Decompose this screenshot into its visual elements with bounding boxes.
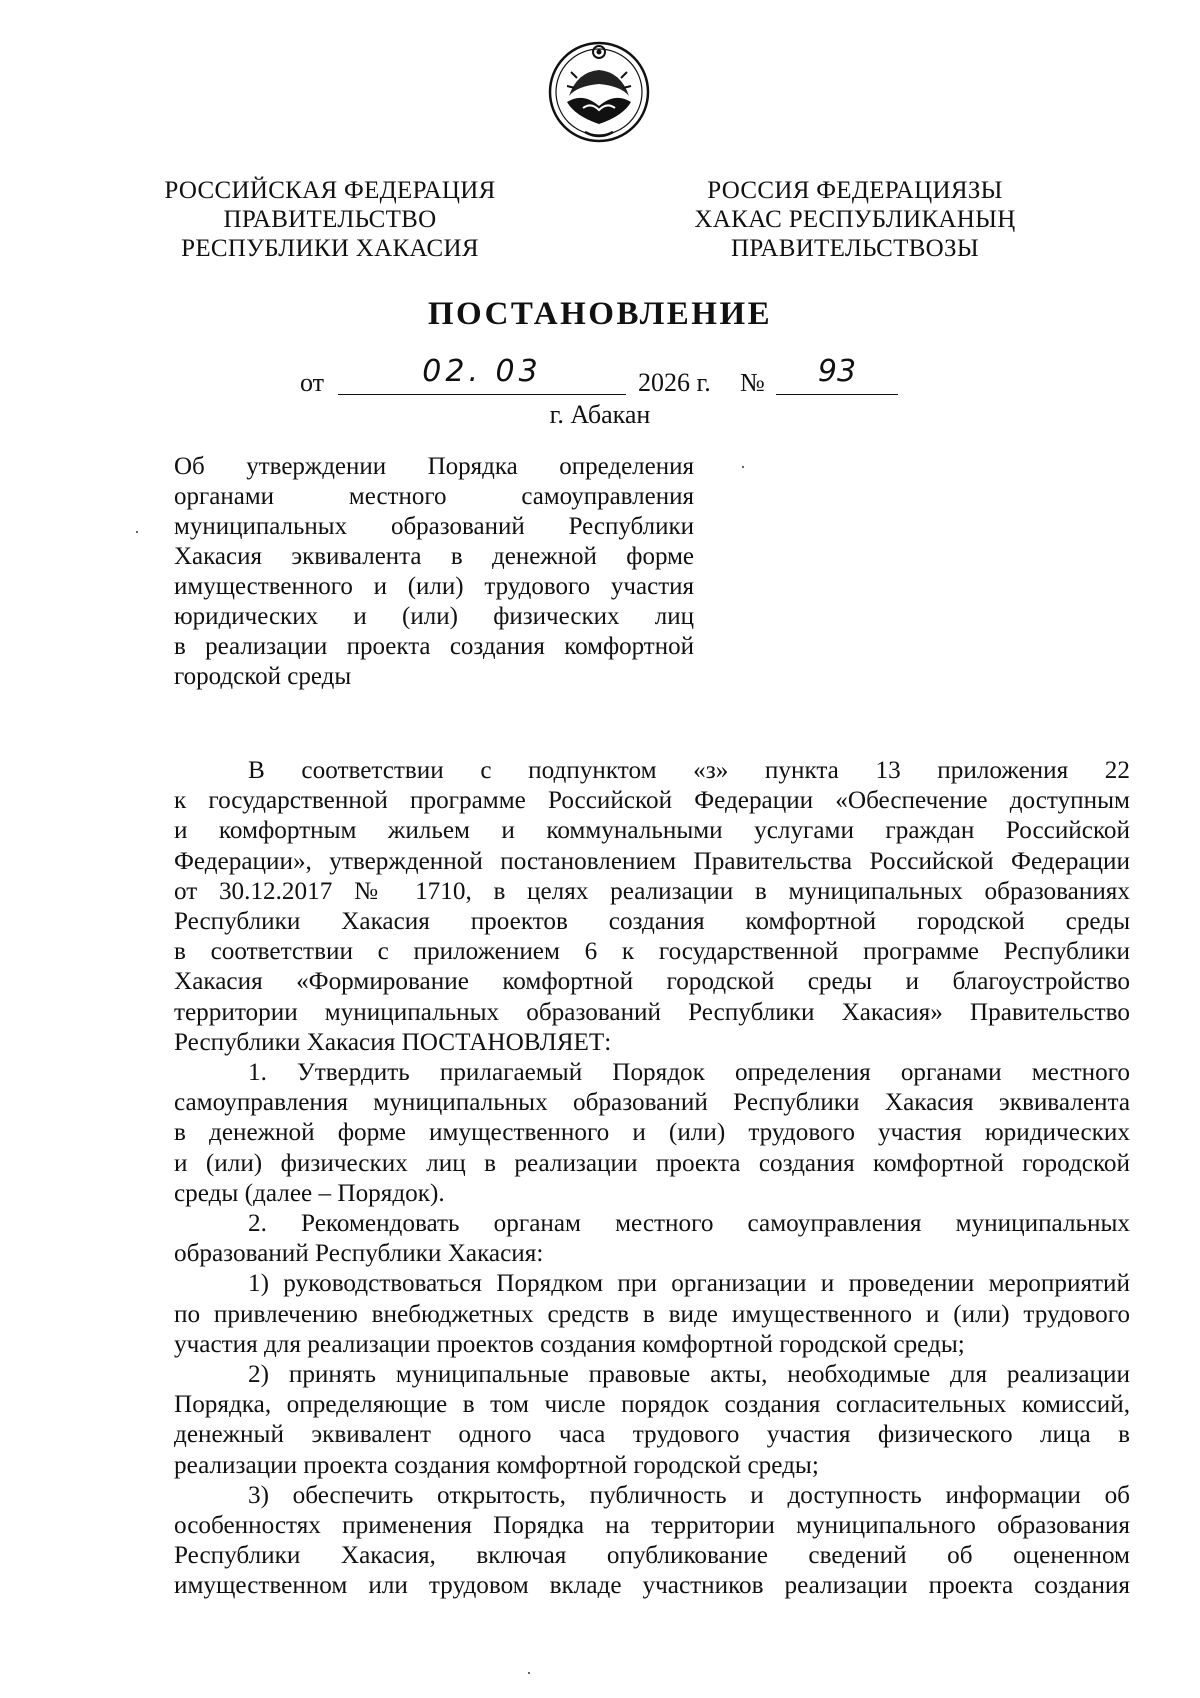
subject-line: городской среды [174,663,352,690]
subject-line: Об утверждении Порядка определения [174,453,694,480]
body-line: Порядка, определяющие в том числе порядок создания согласительных комиссий, [174,1391,1130,1419]
body-line: 1) руководствоваться Порядком при организации и проведении мероприятий [248,1270,1130,1298]
header-russian [150,176,510,263]
coat-of-arms-emblem [547,36,651,148]
body-line: 1. Утвердить прилагаемый Порядок определения органами местного [248,1059,1130,1087]
body-line: от 30.12.2017 № 1710, в целях реализации в муниципальных образованиях [174,877,1130,905]
header-right-line: ХАКАС РЕСПУБЛИКАНЫҢ [694,206,1016,233]
body-line: Федерации», утвержденной постановлением Правительства Российской Федерации [174,847,1130,875]
body-line: в соответствии с приложением 6 к государственной программе Республики [174,938,1130,966]
body-line: территории муниципальных образований Республики Хакасия» Правительство [174,998,1130,1026]
header-left-line: ПРАВИТЕЛЬСТВО [223,206,437,233]
body-line: Хакасия «Формирование комфортной городской среды и благоустройство [174,968,1130,996]
body-line: В соответствии с подпунктом «з» пункта 13 приложения 22 [248,757,1130,784]
body-line: 2) принять муниципальные правовые акты, необходимые для реализации [248,1361,1130,1389]
subject-line: органами местного самоуправления [174,483,694,510]
year-label: 2026 г. [638,368,711,397]
scan-speck [528,1672,530,1674]
body-line: к государственной программе Российской Федерации «Обеспечение доступным [174,787,1130,815]
subject-line: Хакасия эквивалента в денежной форме [174,543,694,570]
handwritten-date: 02. 03 [338,354,626,395]
header-right-line: ПРАВИТЕЛЬСТВОЗЫ [731,235,979,262]
number-sign: № [740,368,765,397]
subject-line: муниципальных образований Республики [174,513,694,540]
body-line: Республики Хакасия проектов создания комфортной городской среды [174,908,1130,936]
body-line: по привлечению внебюджетных средств в виде имущественного и (или) трудового [174,1300,1130,1328]
body-line: реализации проекта создания комфортной городской среды; [174,1451,819,1479]
body-line: Республики Хакасия, включая опубликование сведений об оцененном [174,1542,1130,1570]
resolution-body [174,756,1130,1602]
body-line: имущественном или трудовом вкладе участников реализации проекта создания [174,1572,1130,1600]
body-line: 2. Рекомендовать органам местного самоуправления муниципальных [248,1210,1130,1238]
handwritten-number: 93 [776,354,898,395]
body-line: в денежной форме имущественного и (или) трудового участия юридических [174,1119,1130,1147]
header-left-line: РЕСПУБЛИКИ ХАКАСИЯ [181,235,479,262]
body-line: Республики Хакасия ПОСТАНОВЛЯЕТ: [174,1028,612,1056]
header-right-line: РОССИЯ ФЕДЕРАЦИЯЗЫ [707,177,1003,204]
scan-speck [742,466,744,468]
city-label: г. Абакан [549,400,651,429]
body-line: 3) обеспечить открытость, публичность и доступность информации об [248,1481,1130,1509]
body-line: самоуправления муниципальных образований Республики Хакасия эквивалента [174,1089,1130,1117]
header-khakas [685,176,1025,263]
body-line: участия для реализации проектов создания комфортной городской среды; [174,1330,965,1358]
body-line: и (или) физических лиц в реализации проекта создания комфортной городской [174,1149,1130,1177]
subject-line: в реализации проекта создания комфортной [174,633,694,660]
header-left-line: РОССИЙСКАЯ ФЕДЕРАЦИЯ [164,177,496,204]
date-prefix: от [300,368,325,397]
scan-speck [136,531,138,533]
subject-line: юридических и (или) физических лиц [174,603,694,630]
document-title: ПОСТАНОВЛЕНИЕ [427,296,773,332]
body-line: среды (далее – Порядок). [174,1179,445,1207]
body-line: денежный эквивалент одного часа трудового участия физического лица в [174,1421,1130,1449]
body-line: образований Республики Хакасия: [174,1240,544,1268]
resolution-subject [174,452,694,692]
subject-line: имущественного и (или) трудового участия [174,573,694,600]
body-line: особенностях применения Порядка на территории муниципального образования [174,1512,1130,1540]
body-line: и комфортным жильем и коммунальными услугами граждан Российской [174,817,1130,845]
